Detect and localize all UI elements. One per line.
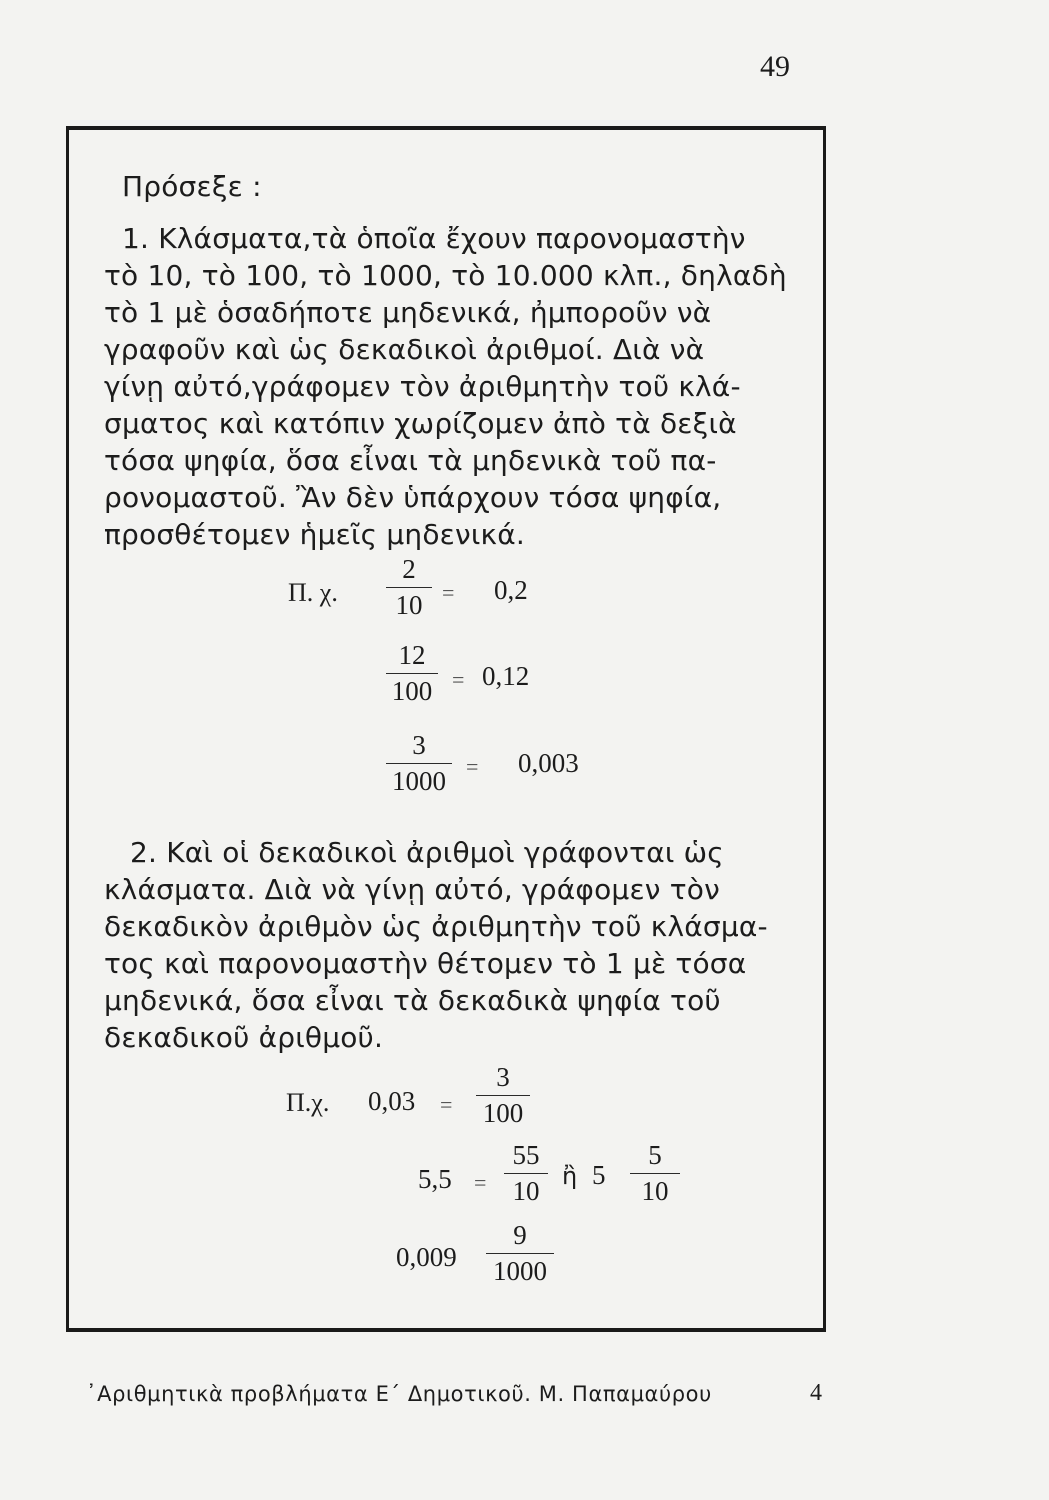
text-line: σματος καὶ κατόπιν χωρίζομεν ἀπὸ τὰ δεξιὰ — [104, 407, 737, 440]
book-footer: ᾿Αριθμητικὰ προβλήματα Ε΄ Δημοτικοῦ. Μ. Παπαμαύρου — [86, 1382, 712, 1406]
denominator: 1000 — [392, 766, 446, 796]
fraction-bar — [486, 1253, 554, 1254]
numerator: 9 — [513, 1220, 527, 1250]
result-value: 0,12 — [482, 661, 530, 691]
numerator: 55 — [512, 1140, 540, 1170]
result-value: 0,2 — [494, 575, 528, 605]
text-line: γραφοῦν καὶ ὡς δεκαδικοὶ ἀριθμοί. Διὰ νὰ — [104, 333, 705, 366]
equals-sign: = — [440, 1092, 453, 1117]
or-word: ἢ — [562, 1162, 578, 1190]
fraction-bar — [476, 1095, 530, 1096]
page-number: 49 — [760, 50, 790, 83]
example-1-label: Π. χ. — [288, 578, 338, 607]
example-2-label: Π.χ. — [286, 1088, 330, 1117]
fraction-bar — [386, 587, 432, 588]
decimal-value: 0,009 — [396, 1242, 457, 1272]
text-line: γίνῃ αὐτό,γράφομεν τὸν ἀριθμητὴν τοῦ κλά- — [104, 370, 741, 403]
fraction-9-1000 — [486, 1220, 554, 1287]
text-line: δεκαδικὸν ἀριθμὸν ὡς ἀριθμητὴν τοῦ κλάσμα- — [104, 910, 768, 943]
numerator: 3 — [412, 730, 426, 760]
denominator: 100 — [482, 1098, 524, 1128]
text-line: προσθέτομεν ἡμεῖς μηδενικά. — [104, 518, 525, 551]
numerator: 12 — [398, 640, 426, 670]
result-value: 0,003 — [518, 748, 579, 778]
numerator: 3 — [496, 1062, 510, 1092]
fraction-bar — [386, 673, 438, 674]
fraction-bar — [386, 763, 452, 764]
fraction-3-1000 — [386, 730, 452, 797]
text-line: δεκαδικοῦ ἀριθμοῦ. — [104, 1021, 384, 1054]
text-line: 2. Καὶ οἱ δεκαδικοὶ ἀριθμοὶ γράφονται ὡς — [130, 836, 724, 869]
decimal-value: 5,5 — [418, 1164, 452, 1194]
text-line: ρονομαστοῦ. Ἂν δὲν ὑπάρχουν τόσα ψηφία, — [104, 481, 722, 514]
denominator: 10 — [512, 1176, 540, 1206]
text-line: 1. Κλάσματα,τὰ ὁποῖα ἔχουν παρονομαστὴν — [122, 222, 746, 255]
numerator: 5 — [648, 1140, 662, 1170]
denominator: 1000 — [493, 1256, 547, 1286]
equals-sign: = — [466, 754, 479, 779]
text-line: τος καὶ παρονομαστὴν θέτομεν τὸ 1 μὲ τόσα — [104, 947, 747, 980]
whole-part: 5 — [592, 1160, 606, 1190]
fraction-12-100 — [386, 640, 438, 707]
denominator: 10 — [395, 590, 423, 620]
text-line: τὸ 10, τὸ 100, τὸ 1000, τὸ 10.000 κλπ., δηλαδὴ — [104, 259, 787, 292]
fraction-5-10 — [630, 1140, 680, 1207]
numerator: 2 — [402, 554, 416, 584]
fraction-55-10 — [504, 1140, 548, 1207]
denominator: 100 — [391, 676, 433, 706]
equals-sign: = — [452, 667, 465, 692]
equals-sign: = — [442, 580, 455, 605]
decimal-value: 0,03 — [368, 1086, 416, 1116]
fraction-2-10 — [386, 554, 432, 621]
box-heading: Πρόσεξε : — [122, 170, 262, 203]
fraction-bar — [630, 1173, 680, 1174]
equals-sign: = — [474, 1170, 487, 1195]
denominator: 10 — [641, 1176, 669, 1206]
text-line: μηδενικά, ὅσα εἶναι τὰ δεκαδικὰ ψηφία τοῦ — [104, 984, 721, 1017]
text-line: τὸ 1 μὲ ὁσαδήποτε μηδενικά, ἠμποροῦν νὰ — [104, 296, 712, 329]
fraction-3-100 — [476, 1062, 530, 1129]
text-line: κλάσματα. Διὰ νὰ γίνῃ αὐτό, γράφομεν τὸν — [104, 873, 720, 906]
signature-number: 4 — [810, 1380, 822, 1406]
fraction-bar — [504, 1173, 548, 1174]
text-line: τόσα ψηφία, ὅσα εἶναι τὰ μηδενικὰ τοῦ πα- — [104, 444, 717, 477]
